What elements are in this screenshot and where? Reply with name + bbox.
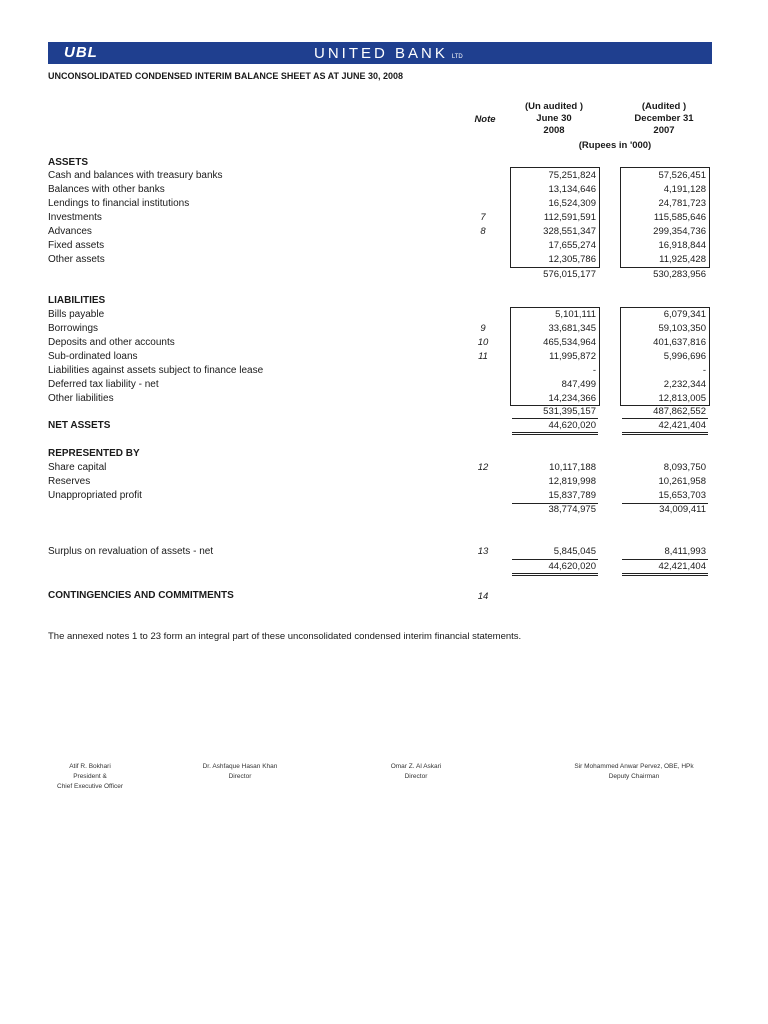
row-value-col2: 8,093,750 bbox=[663, 462, 706, 473]
surplus-rule-col2 bbox=[622, 559, 708, 560]
col1-header: (Un audited ) June 30 2008 bbox=[524, 101, 584, 136]
row-value-col2: - bbox=[702, 365, 706, 376]
col2-header: (Audited ) December 31 2007 bbox=[634, 101, 694, 136]
row-label: Fixed assets bbox=[48, 240, 105, 251]
row-value-col1: 10,117,188 bbox=[549, 462, 596, 473]
unit-header: (Rupees in '000) bbox=[578, 140, 652, 151]
row-value-col2: 115,585,646 bbox=[653, 212, 706, 223]
row-value-col1: 11,995,872 bbox=[549, 351, 596, 362]
row-value-col1: 13,134,646 bbox=[548, 184, 596, 195]
row-label: Other liabilities bbox=[48, 393, 114, 404]
row-label: Other assets bbox=[48, 254, 105, 265]
liabilities-total-col1: 531,395,157 bbox=[543, 406, 596, 417]
surplus-rule-col1 bbox=[512, 559, 598, 560]
ubl-logo: UBL bbox=[64, 44, 98, 61]
gt-dbl-1a bbox=[512, 573, 598, 574]
row-value-col1: 465,534,964 bbox=[543, 337, 596, 348]
represented-heading: REPRESENTED BY bbox=[48, 448, 140, 459]
net-rule-col2 bbox=[622, 418, 708, 419]
row-value-col1: 112,591,591 bbox=[543, 212, 596, 223]
surplus-col2: 8,411,993 bbox=[664, 546, 706, 557]
net-dbl-2b bbox=[622, 434, 708, 435]
net-dbl-1b bbox=[512, 434, 598, 435]
row-value-col2: 15,653,703 bbox=[658, 490, 706, 501]
row-label: Lendings to financial institutions bbox=[48, 198, 190, 209]
gt-dbl-2b bbox=[622, 575, 708, 576]
grand-total-col1: 44,620,020 bbox=[548, 561, 596, 572]
row-value-col2: 24,781,723 bbox=[658, 198, 706, 209]
net-assets-label: NET ASSETS bbox=[48, 420, 111, 431]
row-value-col2: 4,191,128 bbox=[663, 184, 706, 195]
gt-dbl-1b bbox=[512, 575, 598, 576]
row-label: Cash and balances with treasury banks bbox=[48, 170, 223, 181]
row-value-col1: 5,101,111 bbox=[555, 309, 596, 320]
assets-heading: ASSETS bbox=[48, 157, 89, 168]
page-title: UNCONSOLIDATED CONDENSED INTERIM BALANCE SHEET AS AT JUNE 30, 2008 bbox=[48, 71, 404, 81]
signatory-deputy-chairman: Sir Mohammed Anwar Pervez, OBE, HPk Deputy Chairman bbox=[574, 763, 694, 780]
contingencies-note: 14 bbox=[477, 591, 489, 602]
row-value-col2: 11,925,428 bbox=[659, 254, 706, 265]
row-value-col1: 12,305,786 bbox=[548, 254, 596, 265]
footer-note: The annexed notes 1 to 23 form an integral part of these unconsolidated condensed interim financial statements. bbox=[48, 631, 522, 642]
represented-total-col1: 38,774,975 bbox=[548, 504, 596, 515]
row-note: 10 bbox=[477, 337, 489, 348]
row-value-col2: 57,526,451 bbox=[658, 170, 706, 181]
row-note: 8 bbox=[480, 226, 486, 237]
row-note: 12 bbox=[477, 462, 489, 473]
row-label: Unappropriated profit bbox=[48, 490, 142, 501]
row-note: 11 bbox=[478, 351, 488, 362]
row-note: 9 bbox=[480, 323, 486, 334]
signatory-ceo: Atif R. Bokhari President & Chief Executive Officer bbox=[57, 763, 123, 790]
row-value-col1: 75,251,824 bbox=[548, 170, 596, 181]
row-value-col2: 12,813,005 bbox=[658, 393, 706, 404]
header-banner bbox=[48, 42, 712, 64]
row-value-col1: 16,524,309 bbox=[548, 198, 596, 209]
row-label: Share capital bbox=[48, 462, 107, 473]
net-rule-col1 bbox=[512, 418, 598, 419]
row-note: 7 bbox=[480, 212, 486, 223]
row-value-col2: 16,918,844 bbox=[658, 240, 706, 251]
row-value-col2: 2,232,344 bbox=[663, 379, 706, 390]
row-label: Reserves bbox=[48, 476, 91, 487]
row-value-col1: - bbox=[592, 365, 596, 376]
row-label: Sub-ordinated loans bbox=[48, 351, 138, 362]
net-assets-col1: 44,620,020 bbox=[548, 420, 596, 431]
surplus-note: 13 bbox=[477, 546, 489, 557]
row-label: Borrowings bbox=[48, 323, 99, 334]
row-value-col2: 5,996,696 bbox=[663, 351, 706, 362]
net-assets-col2: 42,421,404 bbox=[658, 420, 706, 431]
row-value-col1: 33,681,345 bbox=[548, 323, 596, 334]
row-value-col2: 401,637,816 bbox=[653, 337, 706, 348]
represented-total-col2: 34,009,411 bbox=[659, 504, 706, 515]
row-value-col2: 299,354,736 bbox=[653, 226, 706, 237]
assets-total-col2: 530,283,956 bbox=[653, 269, 706, 280]
net-dbl-2a bbox=[622, 432, 708, 433]
gt-dbl-2a bbox=[622, 573, 708, 574]
surplus-col1: 5,845,045 bbox=[553, 546, 596, 557]
assets-total-col1: 576,015,177 bbox=[543, 269, 596, 280]
note-header: Note bbox=[474, 114, 496, 125]
net-dbl-1a bbox=[512, 432, 598, 433]
row-value-col1: 15,837,789 bbox=[548, 490, 596, 501]
row-label: Investments bbox=[48, 212, 102, 223]
grand-total-col2: 42,421,404 bbox=[658, 561, 706, 572]
row-label: Balances with other banks bbox=[48, 184, 165, 195]
row-label: Deposits and other accounts bbox=[48, 337, 175, 348]
row-value-col1: 12,819,998 bbox=[548, 476, 596, 487]
liabilities-heading: LIABILITIES bbox=[48, 295, 106, 306]
surplus-label: Surplus on revaluation of assets - net bbox=[48, 546, 214, 557]
row-label: Deferred tax liability - net bbox=[48, 379, 159, 390]
row-label: Advances bbox=[48, 226, 92, 237]
row-value-col2: 59,103,350 bbox=[658, 323, 706, 334]
liabilities-total-col2: 487,862,552 bbox=[653, 406, 706, 417]
signatory-director-1: Dr. Ashfaque Hasan Khan Director bbox=[202, 763, 278, 780]
row-value-col1: 847,499 bbox=[561, 379, 596, 390]
row-value-col1: 14,234,366 bbox=[548, 393, 596, 404]
row-value-col2: 6,079,341 bbox=[663, 309, 706, 320]
row-label: Liabilities against assets subject to finance lease bbox=[48, 365, 264, 376]
signatory-director-2: Omar Z. Al Askari Director bbox=[390, 763, 442, 780]
bank-name: UNITED BANK LTD bbox=[314, 45, 463, 62]
contingencies-label: CONTINGENCIES AND COMMITMENTS bbox=[48, 590, 234, 601]
row-value-col1: 328,551,347 bbox=[543, 226, 596, 237]
row-value-col2: 10,261,958 bbox=[658, 476, 706, 487]
row-label: Bills payable bbox=[48, 309, 105, 320]
row-value-col1: 17,655,274 bbox=[548, 240, 596, 251]
